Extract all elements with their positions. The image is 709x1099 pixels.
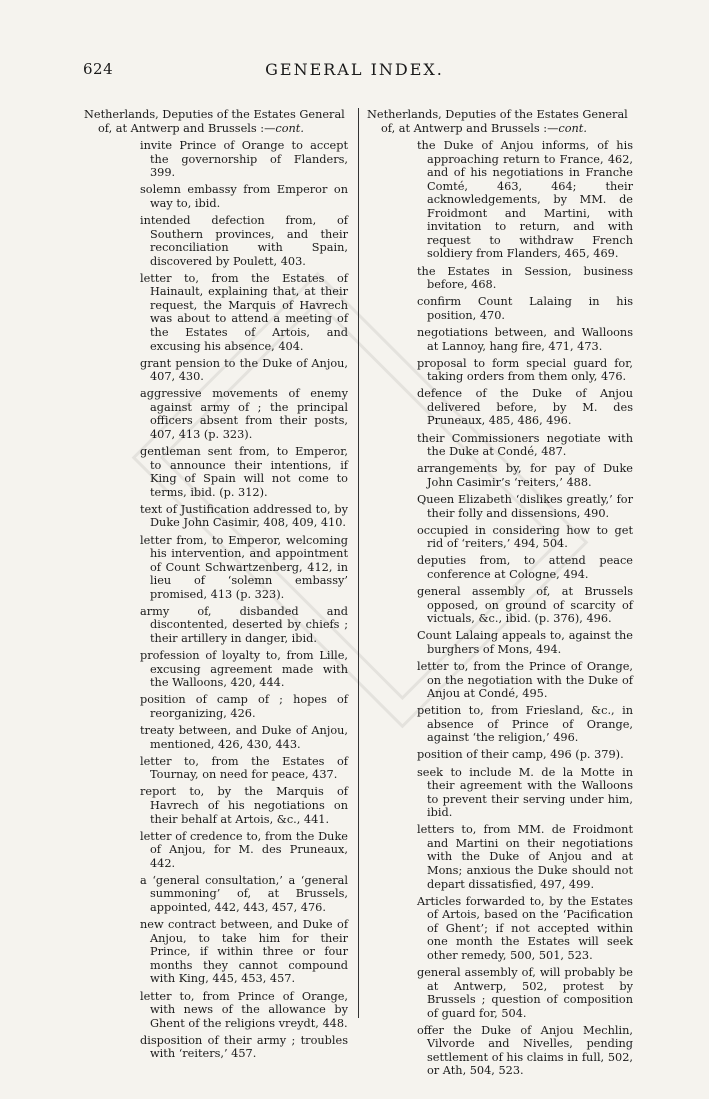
index-entry: disposition of their army ; troubles with ‘reiters,’ 457. [140, 1033, 348, 1061]
index-entry: Articles forwarded to, by the Estates of Artois, based on the ‘Pacification of Ghent’; if not accepted within one month the Estates will seek other remedy, 500, 501, 523. [417, 894, 633, 962]
heading-text: Netherlands, Deputies of the Estates General of, at Antwerp and Brussels :— [367, 108, 628, 135]
index-entry: position of camp of ; hopes of reorganizing, 426. [140, 693, 348, 720]
index-entry: defence of the Duke of Anjou delivered before, by M. des Pruneaux, 485, 486, 496. [417, 387, 633, 428]
index-entry: occupied in considering how to get rid of ‘reiters,’ 494, 504. [417, 523, 633, 551]
index-entry: solemn embassy from Emperor on way to, ibid. [140, 183, 348, 210]
index-entry: Queen Elizabeth ‘dislikes greatly,’ for their folly and dissensions, 490. [417, 492, 633, 520]
index-entry: deputies from, to attend peace conference at Cologne, 494. [417, 554, 633, 581]
index-entry: confirm Count Lalaing in his position, 470. [417, 295, 633, 322]
index-entry: proposal to form special guard for, taking orders from them only, 476. [417, 356, 633, 384]
running-head: GENERAL INDEX. [265, 60, 444, 79]
index-entry: gentleman sent from, to Emperor, to announce their intentions, if King of Spain will not come to terms, ibid. (p. 312). [140, 445, 348, 499]
index-entry: invite Prince of Orange to accept the governorship of Flanders, 399. [140, 139, 348, 180]
index-entry: aggressive movements of enemy against army of ; the principal officers absent from their posts, 407, 413 (p. 323). [140, 387, 348, 441]
index-entry: petition to, from Friesland, &c., in absence of Prince of Orange, against ‘the religion,’ 496. [417, 704, 633, 745]
index-entry: profession of loyalty to, from Lille, excusing agreement made with the Walloons, 420, 444. [140, 649, 348, 690]
index-entry: new contract between, and Duke of Anjou, to take him for their Prince, if within three or four months they cannot compound with King, 445, 453, 457. [140, 918, 348, 986]
index-entry: intended defection from, of Southern provinces, and their reconciliation with Spain, discovered by Poulett, 403. [140, 214, 348, 268]
heading-text: Netherlands, Deputies of the Estates General of, at Antwerp and Brussels :— [84, 108, 345, 135]
index-entry: position of their camp, 496 (p. 379). [417, 748, 624, 762]
index-entry: letter to, from the Prince of Orange, on the negotiation with the Duke of Anjou at Condé, 495. [417, 659, 633, 701]
page-header [0, 60, 709, 84]
left-column [84, 108, 348, 1064]
index-entry: their Commissioners negotiate with the Duke at Condé, 487. [417, 431, 633, 459]
heading-cont: cont. [275, 121, 304, 135]
index-entry: general assembly of, at Brussels opposed, on ground of scarcity of victuals, &c., ibid. (p. 376), 496. [417, 585, 633, 626]
index-entry: the Estates in Session, business before, 468. [417, 264, 633, 292]
index-entries [84, 139, 348, 1061]
index-entry: report to, by the Marquis of Havrech of his negotiations on their behalf at Artois, &c., 441. [140, 785, 348, 826]
index-entry: Count Lalaing appeals to, against the burghers of Mons, 494. [417, 629, 633, 656]
index-entry: offer the Duke of Anjou Mechlin, Vilvorde and Nivelles, pending settlement of his claims in full, 502, or Ath, 504, 523. [417, 1023, 633, 1078]
column-divider [358, 108, 359, 1018]
index-entry: negotiations between, and Walloons at Lannoy, hang fire, 471, 473. [417, 325, 633, 353]
index-entry: letter of credence to, from the Duke of Anjou, for M. des Pruneaux, 442. [140, 829, 348, 870]
right-column [367, 108, 633, 1082]
index-entry: letter to, from Prince of Orange, with news of the allowance by Ghent of the religions vreydt, 448. [140, 989, 348, 1030]
index-entry: treaty between, and Duke of Anjou, mentioned, 426, 430, 443. [140, 724, 348, 751]
index-entry: letter to, from the Estates of Tournay, on need for peace, 437. [140, 754, 348, 782]
index-entry: arrangements by, for pay of Duke John Casimir’s ‘reiters,’ 488. [417, 462, 633, 489]
index-entry: the Duke of Anjou informs, of his approaching return to France, 462, and of his negotiations in Franche Comté, 463, 464; their acknowledgements, by MM. de Froidmont and Martini, with invitation to return, and with request to withdraw French soldiery from Flanders, 465, 469. [417, 139, 633, 261]
heading-cont: cont. [558, 121, 587, 135]
index-entries [367, 139, 633, 1078]
column-heading [367, 108, 633, 135]
index-entry: text of Justification addressed to, by Duke John Casimir, 408, 409, 410. [140, 502, 348, 530]
index-entry: a ‘general consultation,’ a ‘general summoning’ of, at Brussels, appointed, 442, 443, 457, 476. [140, 873, 348, 915]
page-number: 624 [83, 60, 114, 78]
index-entry: seek to include M. de la Motte in their agreement with the Walloons to prevent their serving under him, ibid. [417, 765, 633, 820]
index-entry: army of, disbanded and discontented, deserted by chiefs ; their artillery in danger, ibid. [140, 604, 348, 646]
column-heading [84, 108, 348, 135]
index-entry: letter to, from the Estates of Hainault, explaining that, at their request, the Marquis of Havrech was about to attend a meeting of the Estates of Artois, and excusing his absence, 404. [140, 271, 348, 353]
index-entry: general assembly of, will probably be at Antwerp, 502, protest by Brussels ; question of composition of guard for, 504. [417, 966, 633, 1020]
index-entry: grant pension to the Duke of Anjou, 407, 430. [140, 356, 348, 384]
index-entry: letters to, from MM. de Froidmont and Martini on their negotiations with the Duke of Anjou and at Mons; anxious the Duke should not depart dissatisfied, 497, 499. [417, 823, 633, 891]
index-entry: letter from, to Emperor, welcoming his intervention, and appointment of Count Schwartzenberg, 412, in lieu of ‘solemn embassy’ promised, 413 (p. 323). [140, 533, 348, 601]
